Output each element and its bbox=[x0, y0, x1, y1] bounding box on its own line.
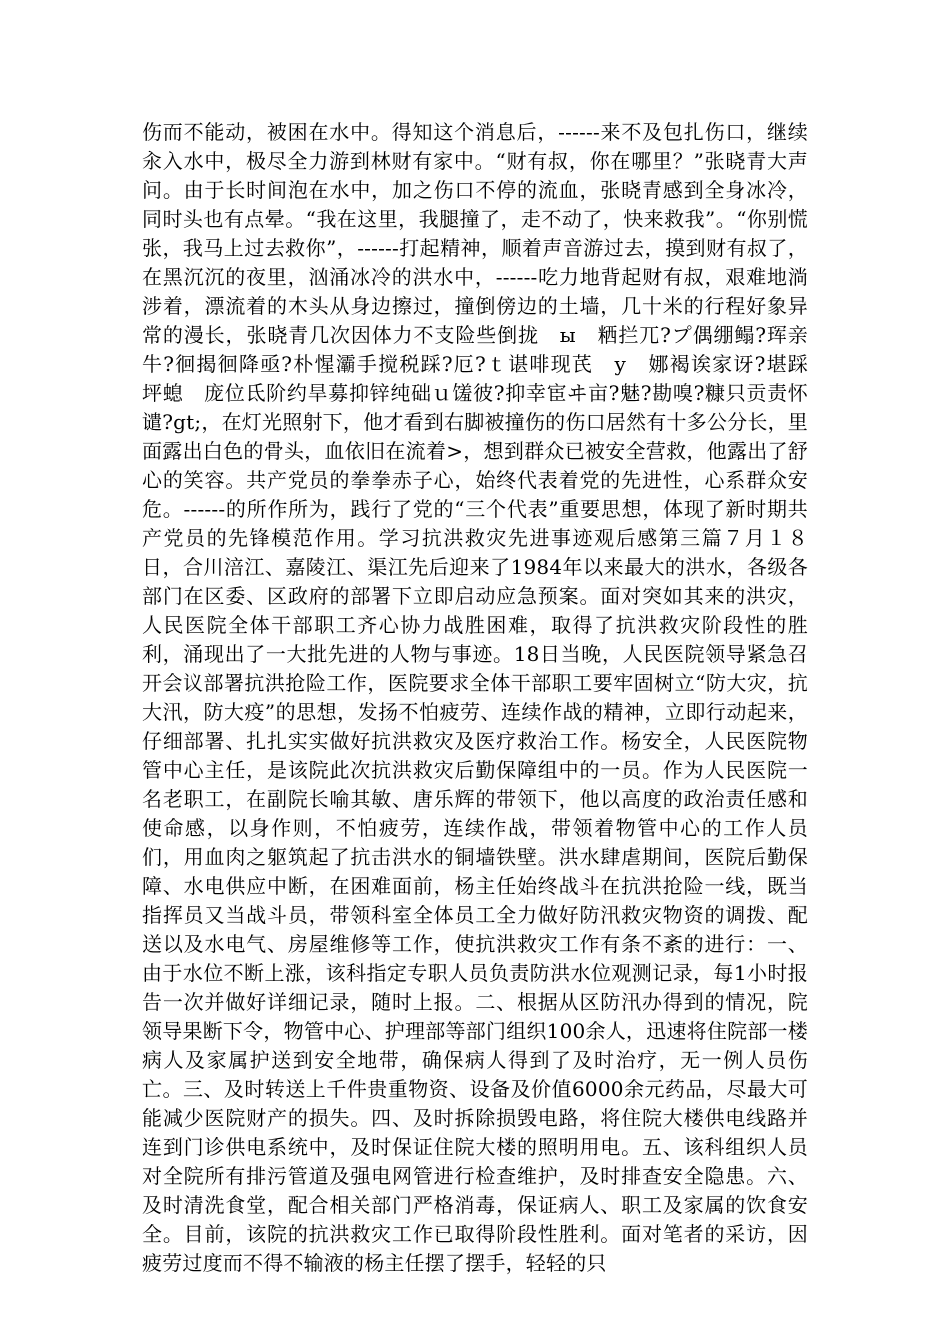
document-page bbox=[142, 118, 829, 1278]
body-paragraph: 伤而不能动，被困在水中。得知这个消息后，------来不及包扎伤口，继续汆入水中，极尽全力游到林财有家中。“财有叔，你在哪里？”张晓青大声问。由于长时间泡在水中，加之伤口不停的流血，张晓青感到全身冰冷，同时头也有点晕。“我在这里，我腿撞了，走不动了，快来救我”。“你别慌张，我马上过去救你”，------打起精神，顺着声音游过去，摸到财有叔了，在黑沉沉的夜里，汹涌冰冷的洪水中，------吃力地背起财有叔，艰难地淌涉着，漂流着的木头从身边擦过，撞倒傍边的土墙，几十米的行程好象异常的漫长，张晓青几次因体力不支险些倒拢 ы 粞拦兀?プ偶绷鳎?珲亲牛?徊揭徊降亟?朴惺灞手搅税踩?厄?ｔ谌啡现芪 у 娜褐诶家讶?堪踩 坪螅 庞位氐阶约旱募抑锌纯础ｕ馐彼?抑幸宦ヰ亩?魅?勘嗅?糠只贡责怀谴?gt;，在灯光照射下，他才看到右脚被撞伤的伤口居然有十多公分长，里面露出白色的骨头，血依旧在流着>，想到群众已被安全营救，他露出了舒心的笑容。共产党员的拳拳赤子心，始终代表着党的先进性，心系群众安危。------的所作所为，践行了党的“三个代表”重要思想，体现了新时期共产党员的先锋模范作用。学习抗洪救灾先进事迹观后感第三篇７月１８日，合川涪江、嘉陵江、渠江先后迎来了1984年以来最大的洪水，各级各部门在区委、区政府的部署下立即启动应急预案。面对突如其来的洪灾，人民医院全体干部职工齐心协力战胜困难，取得了抗洪救灾阶段性的胜利，涌现出了一大批先进的人物与事迹。18日当晚，人民医院领导紧急召开会议部署抗洪抢险工作，医院要求全体干部职工要牢固树立“防大灾，抗大汛，防大疫”的思想，发扬不怕疲劳、连续作战的精神，立即行动起来，仔细部署、扎扎实实做好抗洪救灾及医疗救治工作。杨安全，人民医院物管中心主任，是该院此次抗洪救灾后勤保障组中的一员。作为人民医院一名老职工，在副院长喻其敏、唐乐辉的带领下，他以高度的政治责任感和使命感，以身作则，不怕疲劳，连续作战，带领着物管中心的工作人员们，用血肉之躯筑起了抗击洪水的铜墙铁壁。洪水肆虐期间，医院后勤保障、水电供应中断，在困难面前，杨主任始终战斗在抗洪抢险一线，既当指挥员又当战斗员，带领科室全体员工全力做好防汛救灾物资的调拨、配送以及水电气、房屋维修等工作，使抗洪救灾工作有条不紊的进行：一、由于水位不断上涨，该科指定专职人员负责防洪水位观测记录，每1小时报告一次并做好详细记录，随时上报。二、根据从区防汛办得到的情况，院领导果断下令，物管中心、护理部等部门组织100余人，迅速将住院部一楼病人及家属护送到安全地带，确保病人得到了及时治疗，无一例人员伤亡。三、及时转送上千件贵重物资、设备及价值6000余元药品，尽最大可能减少医院财产的损失。四、及时拆除损毁电路，将住院大楼供电线路并连到门诊供电系统中，及时保证住院大楼的照明用电。五、该科组织人员对全院所有排污管道及强电网管进行检查维护，及时排查安全隐患。六、及时清洗食堂，配合相关部门严格消毒，保证病人、职工及家属的饮食安全。目前，该院的抗洪救灾工作已取得阶段性胜利。面对笔者的采访，因疲劳过度而不得不输液的杨主任摆了摆手，轻轻的只 bbox=[142, 120, 829, 1275]
